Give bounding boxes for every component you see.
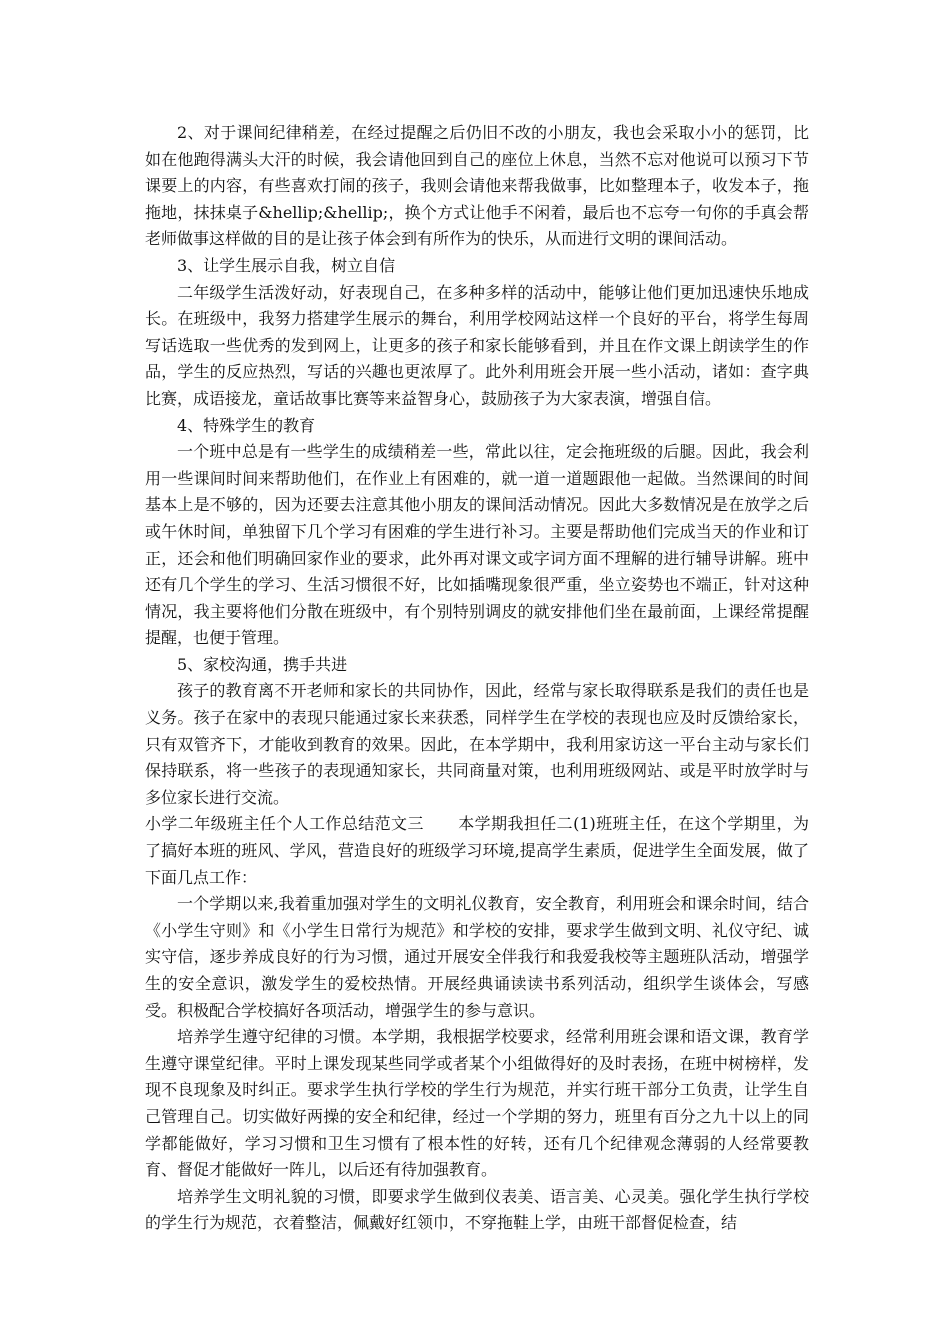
document-page bbox=[145, 120, 809, 1237]
section-heading-3: 3、让学生展示自我，树立自信 bbox=[177, 255, 396, 275]
paragraph-home-school: 孩子的教育离不开老师和家长的共同协作，因此，经常与家长取得联系是我们的责任也是义务。孩子在家中的表现只能通过家长来获悉，同样学生在学校的表现也应及时反馈给家长，只有双管齐下，才能收到教育的效果。因此，在本学期中，我利用家访这一平台主动与家长们保持联系，将一些孩子的表现通知家长，共同商量对策，也利用班级网站、或是平时放学时与多位家长进行交流。 bbox=[145, 681, 809, 807]
article-three-intro bbox=[145, 811, 809, 891]
section-heading-4: 4、特殊学生的教育 bbox=[177, 415, 316, 435]
paragraph-etiquette: 一个学期以来,我着重加强对学生的文明礼仪教育，安全教育，利用班会和课余时间，结合《小学生守则》和《小学生日常行为规范》和学校的安排，要求学生做到文明、礼仪守纪、诚实守信，逐步养成良好的行为习惯，通过开展安全伴我行和我爱我校等主题班队活动，增强学生的安全意识，激发学生的爱校热情。开展经典诵读读书系列活动，组织学生谈体会，写感受。积极配合学校搞好各项活动，增强学生的参与意识。 bbox=[145, 894, 809, 1020]
section-heading-5: 5、家校沟通，携手共进 bbox=[177, 654, 348, 674]
article-title: 小学二年级班主任个人工作总结范文三 bbox=[145, 814, 424, 834]
paragraph-self-confidence: 二年级学生活泼好动，好表现自己，在多种多样的活动中，能够让他们更加迅速快乐地成长。在班级中，我努力搭建学生展示的舞台，利用学校网站这样一个良好的平台，将学生每周写话选取一些优秀的发到网上，让更多的孩子和家长能够看到，并且在作文课上朗读学生的作品，学生的反应热烈，写话的兴趣也更浓厚了。此外利用班会开展一些小活动，诸如：查字典比赛，成语接龙，童话故事比赛等来益智身心，鼓励孩子为大家表演，增强自信。 bbox=[145, 282, 809, 408]
paragraph-discipline: 2、对于课间纪律稍差，在经过提醒之后仍旧不改的小朋友，我也会采取小小的惩罚，比如在他跑得满头大汗的时候，我会请他回到自己的座位上休息，当然不忘对他说可以预习下节课要上的内容，有些喜欢打闹的孩子，我则会请他来帮我做事，比如整理本子，收发本子，拖拖地，抹抹桌子&hellip;&hellip;，换个方式让他手不闲着，最后也不忘夸一句你的手真会帮老师做事这样做的目的是让孩子体会到有所作为的快乐，从而进行文明的课间活动。 bbox=[145, 123, 809, 249]
paragraph-discipline-habits: 培养学生遵守纪律的习惯。本学期，我根据学校要求，经常利用班会课和语文课，教育学生遵守课堂纪律。平时上课发现某些同学或者某个小组做得好的及时表扬，在班中树榜样，发现不良现象及时纠正。要求学生执行学校的学生行为规范，并实行班干部分工负责，让学生自己管理自己。切实做好两操的安全和纪律，经过一个学期的努力，班里有百分之九十以上的同学都能做好，学习习惯和卫生习惯有了根本性的好转，还有几个纪律观念薄弱的人经常要教育、督促才能做好一阵儿，以后还有待加强教育。 bbox=[145, 1027, 809, 1180]
paragraph-manners: 培养学生文明礼貌的习惯，即要求学生做到仪表美、语言美、心灵美。强化学生执行学校的学生行为规范，衣着整洁，佩戴好红领巾，不穿拖鞋上学，由班干部督促检查，结 bbox=[145, 1186, 809, 1233]
article-intro-text: 本学期我担任二(1)班班主任，在这个学期里，为了搞好本班的班风、学风，营造良好的班级学习环境,提高学生素质，促进学生全面发展，做了下面几点工作： bbox=[145, 814, 809, 887]
paragraph-special-students: 一个班中总是有一些学生的成绩稍差一些，常此以往，定会拖班级的后腿。因此，我会利用一些课间时间来帮助他们，在作业上有困难的，就一道一道题跟他一起做。当然课间的时间基本上是不够的，因为还要去注意其他小朋友的课间活动情况。因此大多数情况是在放学之后或午休时间，单独留下几个学习有困难的学生进行补习。主要是帮助他们完成当天的作业和订正，还会和他们明确回家作业的要求，此外再对课文或字词方面不理解的进行辅导讲解。班中还有几个学生的学习、生活习惯很不好，比如插嘴现象很严重，坐立姿势也不端正，针对这种情况，我主要将他们分散在班级中，有个别特别调皮的就安排他们坐在最前面，上课经常提醒提醒，也便于管理。 bbox=[145, 442, 809, 648]
